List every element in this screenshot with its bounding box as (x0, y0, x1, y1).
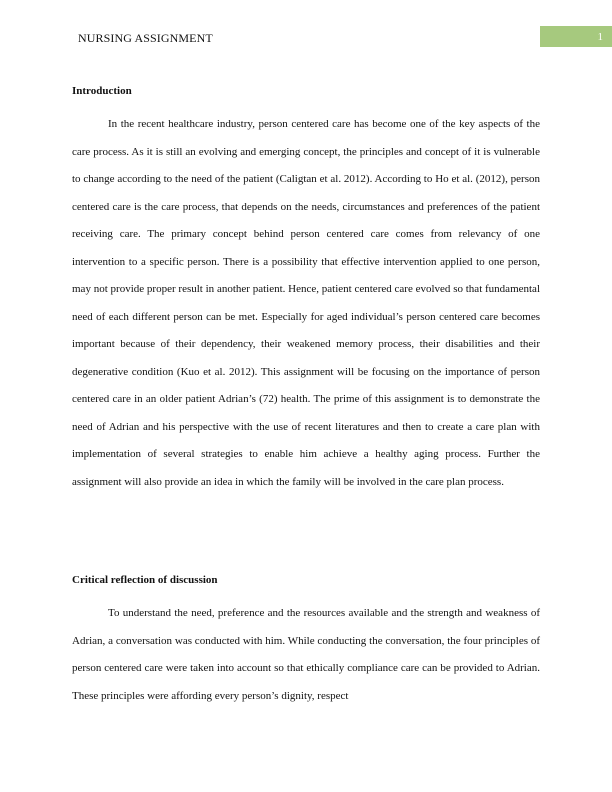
running-header-title: NURSING ASSIGNMENT (78, 31, 213, 45)
page-number-badge: 1 (540, 26, 612, 47)
section-heading-introduction: Introduction (72, 85, 132, 97)
critical-reflection-paragraph: To understand the need, preference and the resources available and the strength and weakness of Adrian, a conversation was conducted with him. While conducting the conversation, the four principles of person centered care were taken into account so that ethically compliance care can be provided to Adrian. These principles were affording every person’s dignity, respect (72, 607, 540, 702)
introduction-paragraph: In the recent healthcare industry, person centered care has become one of the key aspects of the care process. As it is still an evolving and emerging concept, the principles and concept of it is vulnerable to change according to the need of the patient (Caligtan et al. 2012). According to Ho et al. (2012), person centered care is the care process, that depends on the needs, circumstances and preferences of the patient receiving care. The primary concept behind person centered care comes from relevancy of one intervention to a specific person. There is a possibility that effective intervention applied to one person, may not provide proper result in another patient. Hence, patient centered care evolved so that fundamental need of each different person can be met. Especially for aged individual’s person centered care becomes important because of their dependency, their weakened memory process, their disabilities and their degenerative condition (Kuo et al. 2012). This assignment will be focusing on the importance of person centered care in an older patient Adrian’s (72) health. The prime of this assignment is to demonstrate the need of Adrian and his perspective with the use of recent literatures and then to create a care plan with implementation of several strategies to enable him achieve a healthy aging process. Further the assignment will also provide an idea in which the family will be involved in the care plan process. (72, 118, 540, 488)
section-heading-critical-reflection: Critical reflection of discussion (72, 574, 218, 586)
